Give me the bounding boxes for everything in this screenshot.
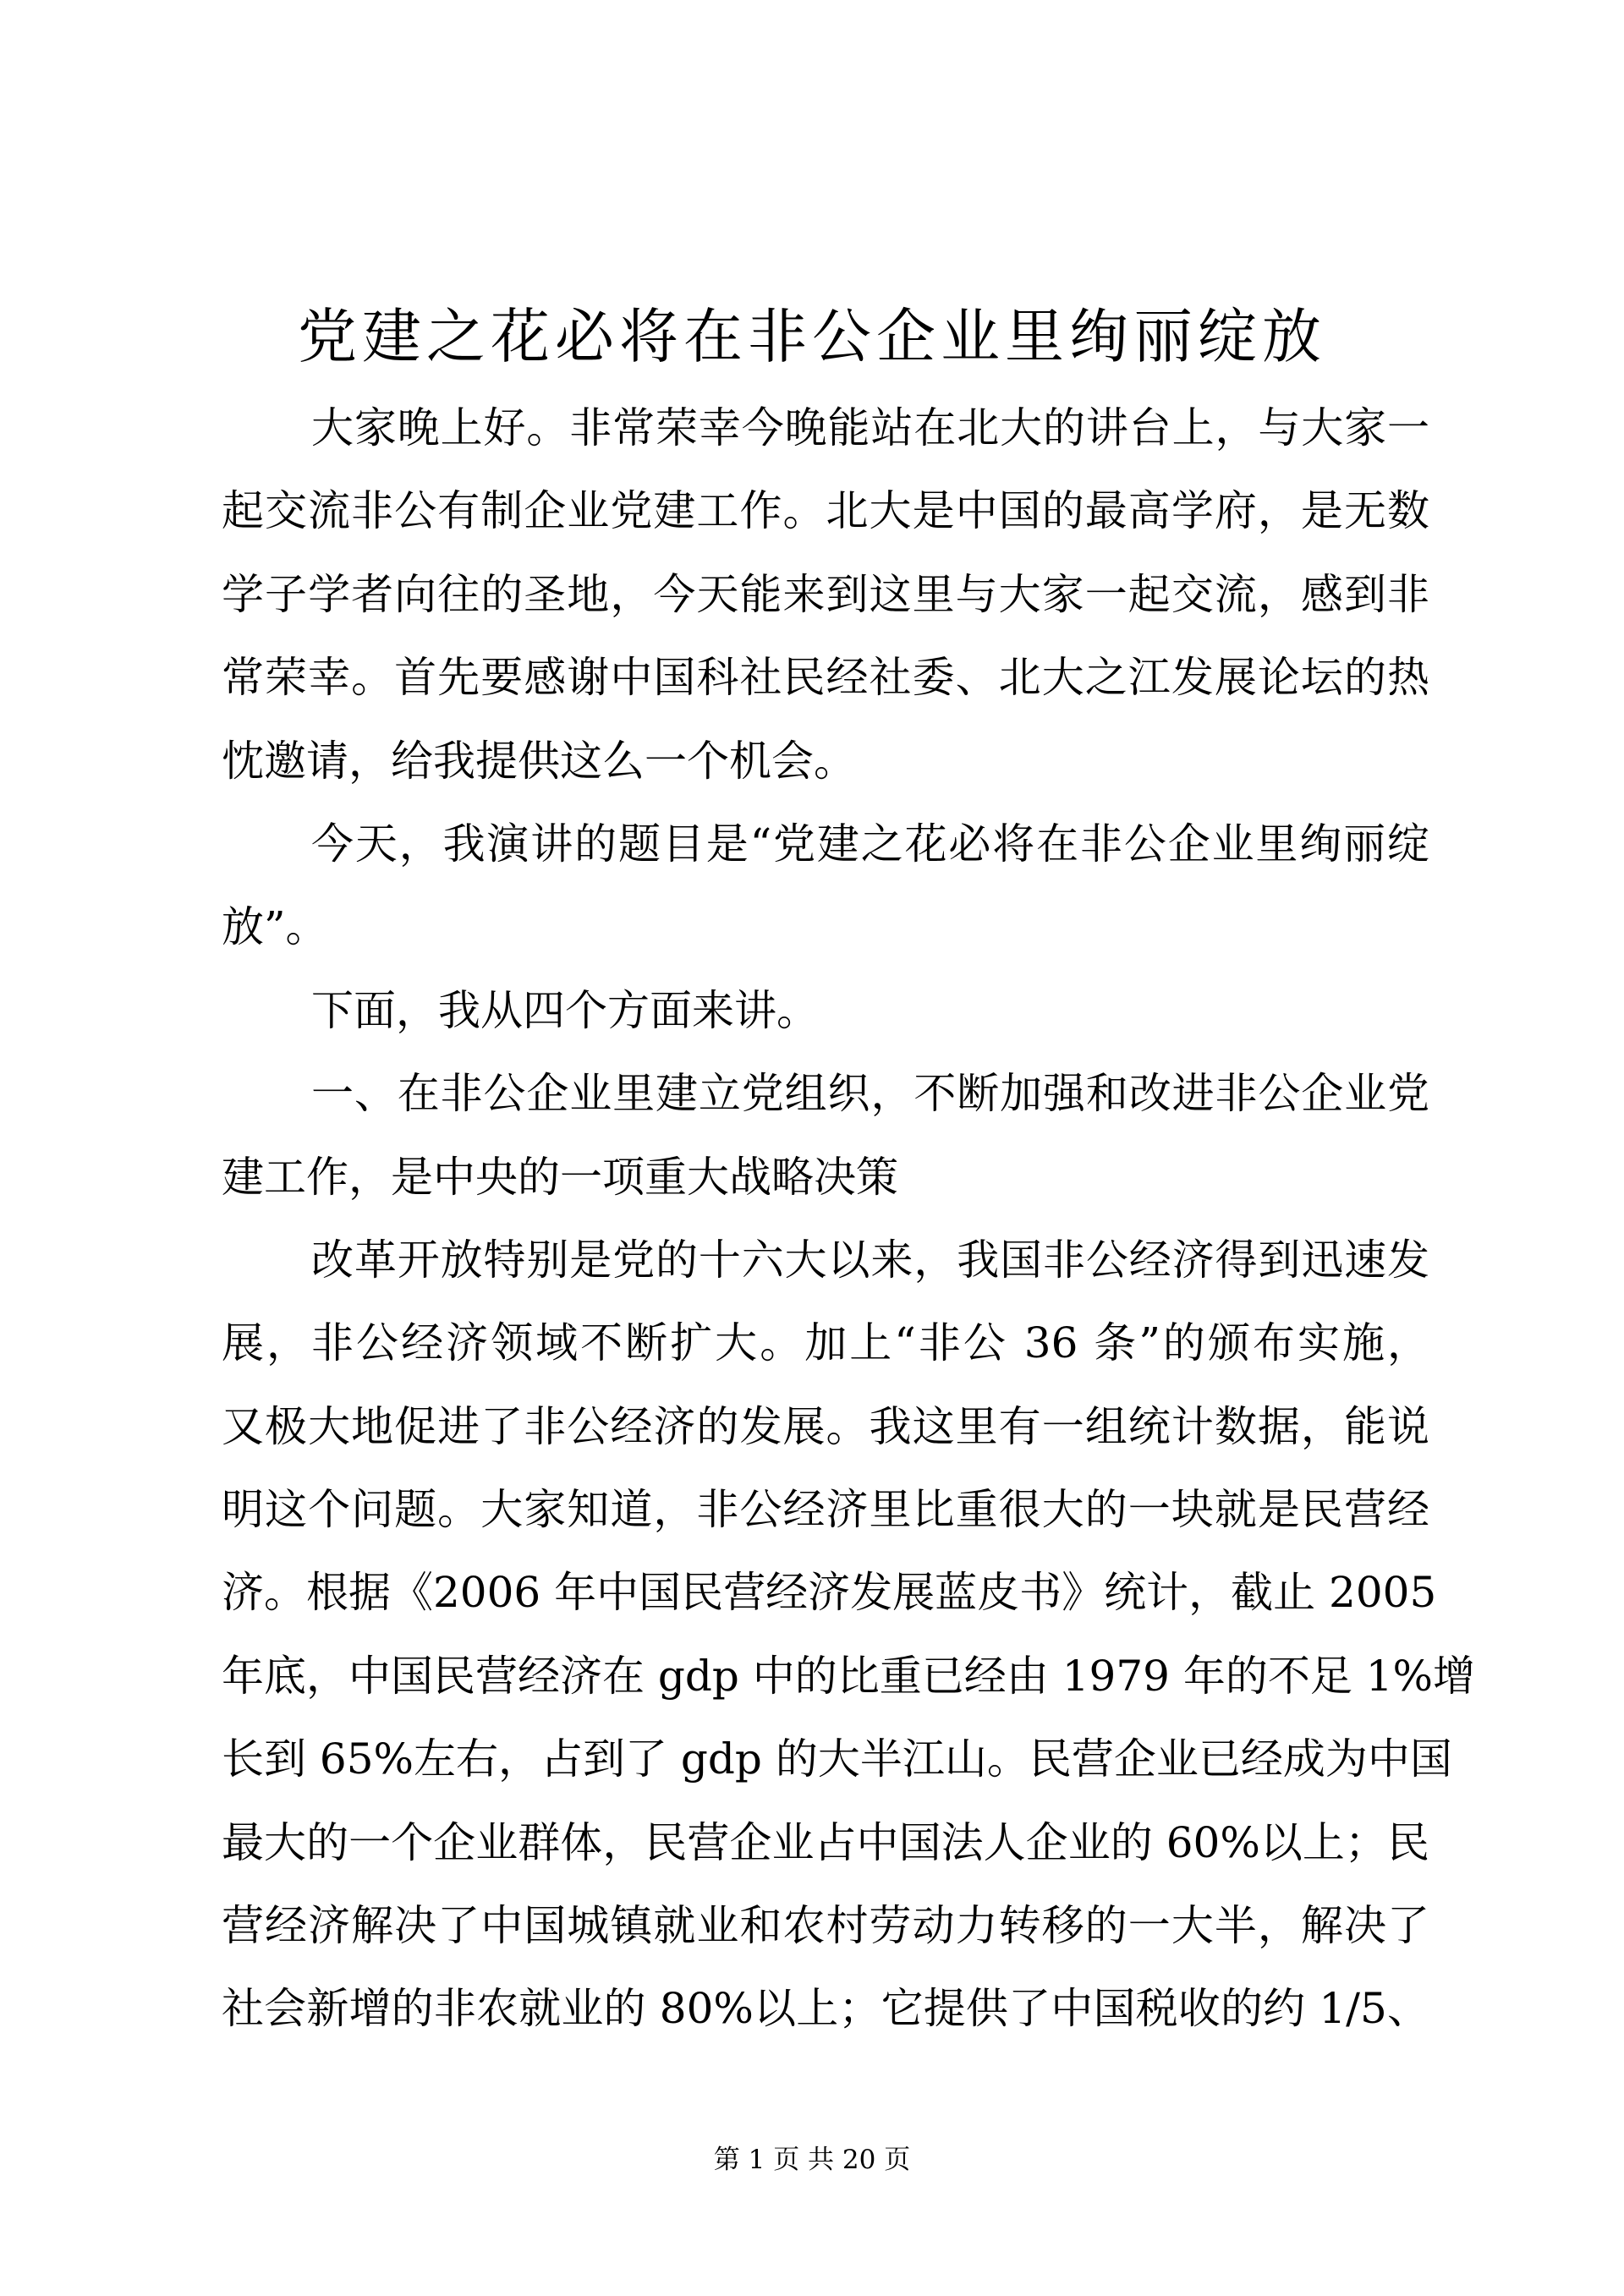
paragraph	[222, 969, 1429, 1052]
text-line: 明这个问题。大家知道，非公经济里比重很大的一块就是民营经	[222, 1485, 1429, 1535]
text-line: 常荣幸。首先要感谢中国科社民经社委、北大之江发展论坛的热	[222, 653, 1429, 703]
page-footer: 第 1 页 共 20 页	[713, 2145, 911, 2175]
paragraph	[222, 386, 1429, 803]
text-line: 长到 65%左右，占到了 gdp 的大半江山。民营企业已经成为中国	[222, 1734, 1452, 1784]
text-line: 学子学者向往的圣地，今天能来到这里与大家一起交流，感到非	[222, 569, 1429, 619]
document-body	[222, 386, 1476, 2051]
paragraph	[222, 1219, 1476, 2051]
paragraph	[222, 803, 1429, 969]
text-line: 忱邀请，给我提供这么一个机会。	[222, 736, 856, 786]
text-line: 起交流非公有制企业党建工作。北大是中国的最高学府，是无数	[222, 486, 1429, 536]
document-title: 党建之花必将在非公企业里绚丽绽放	[298, 302, 1326, 371]
text-line: 改革开放特别是党的十六大以来，我国非公经济得到迅速发	[311, 1235, 1429, 1285]
text-line: 济。根据《2006 年中国民营经济发展蓝皮书》统计，截止 2005	[222, 1568, 1437, 1618]
text-line: 又极大地促进了非公经济的发展。我这里有一组统计数据，能说	[222, 1401, 1429, 1451]
paragraph	[222, 1052, 1429, 1219]
text-line: 下面，我从四个方面来讲。	[311, 985, 819, 1035]
text-line: 一、在非公企业里建立党组织，不断加强和改进非公企业党	[311, 1069, 1429, 1119]
text-line: 今天，我演讲的题目是“党建之花必将在非公企业里绚丽绽	[311, 819, 1429, 869]
text-line: 放”。	[222, 902, 328, 952]
text-line: 最大的一个企业群体，民营企业占中国法人企业的 60%以上；民	[222, 1817, 1429, 1867]
text-line: 年底，中国民营经济在 gdp 中的比重已经由 1979 年的不足 1%增	[222, 1651, 1476, 1701]
text-line: 营经济解决了中国城镇就业和农村劳动力转移的一大半，解决了	[222, 1901, 1429, 1951]
text-line: 展，非公经济领域不断扩大。加上“非公 36 条”的颁布实施，	[222, 1318, 1429, 1368]
text-line: 社会新增的非农就业的 80%以上；它提供了中国税收的约 1/5、	[222, 1984, 1429, 2034]
text-line: 大家晚上好。非常荣幸今晚能站在北大的讲台上，与大家一	[311, 403, 1429, 452]
text-line: 建工作，是中央的一项重大战略决策	[222, 1152, 898, 1202]
